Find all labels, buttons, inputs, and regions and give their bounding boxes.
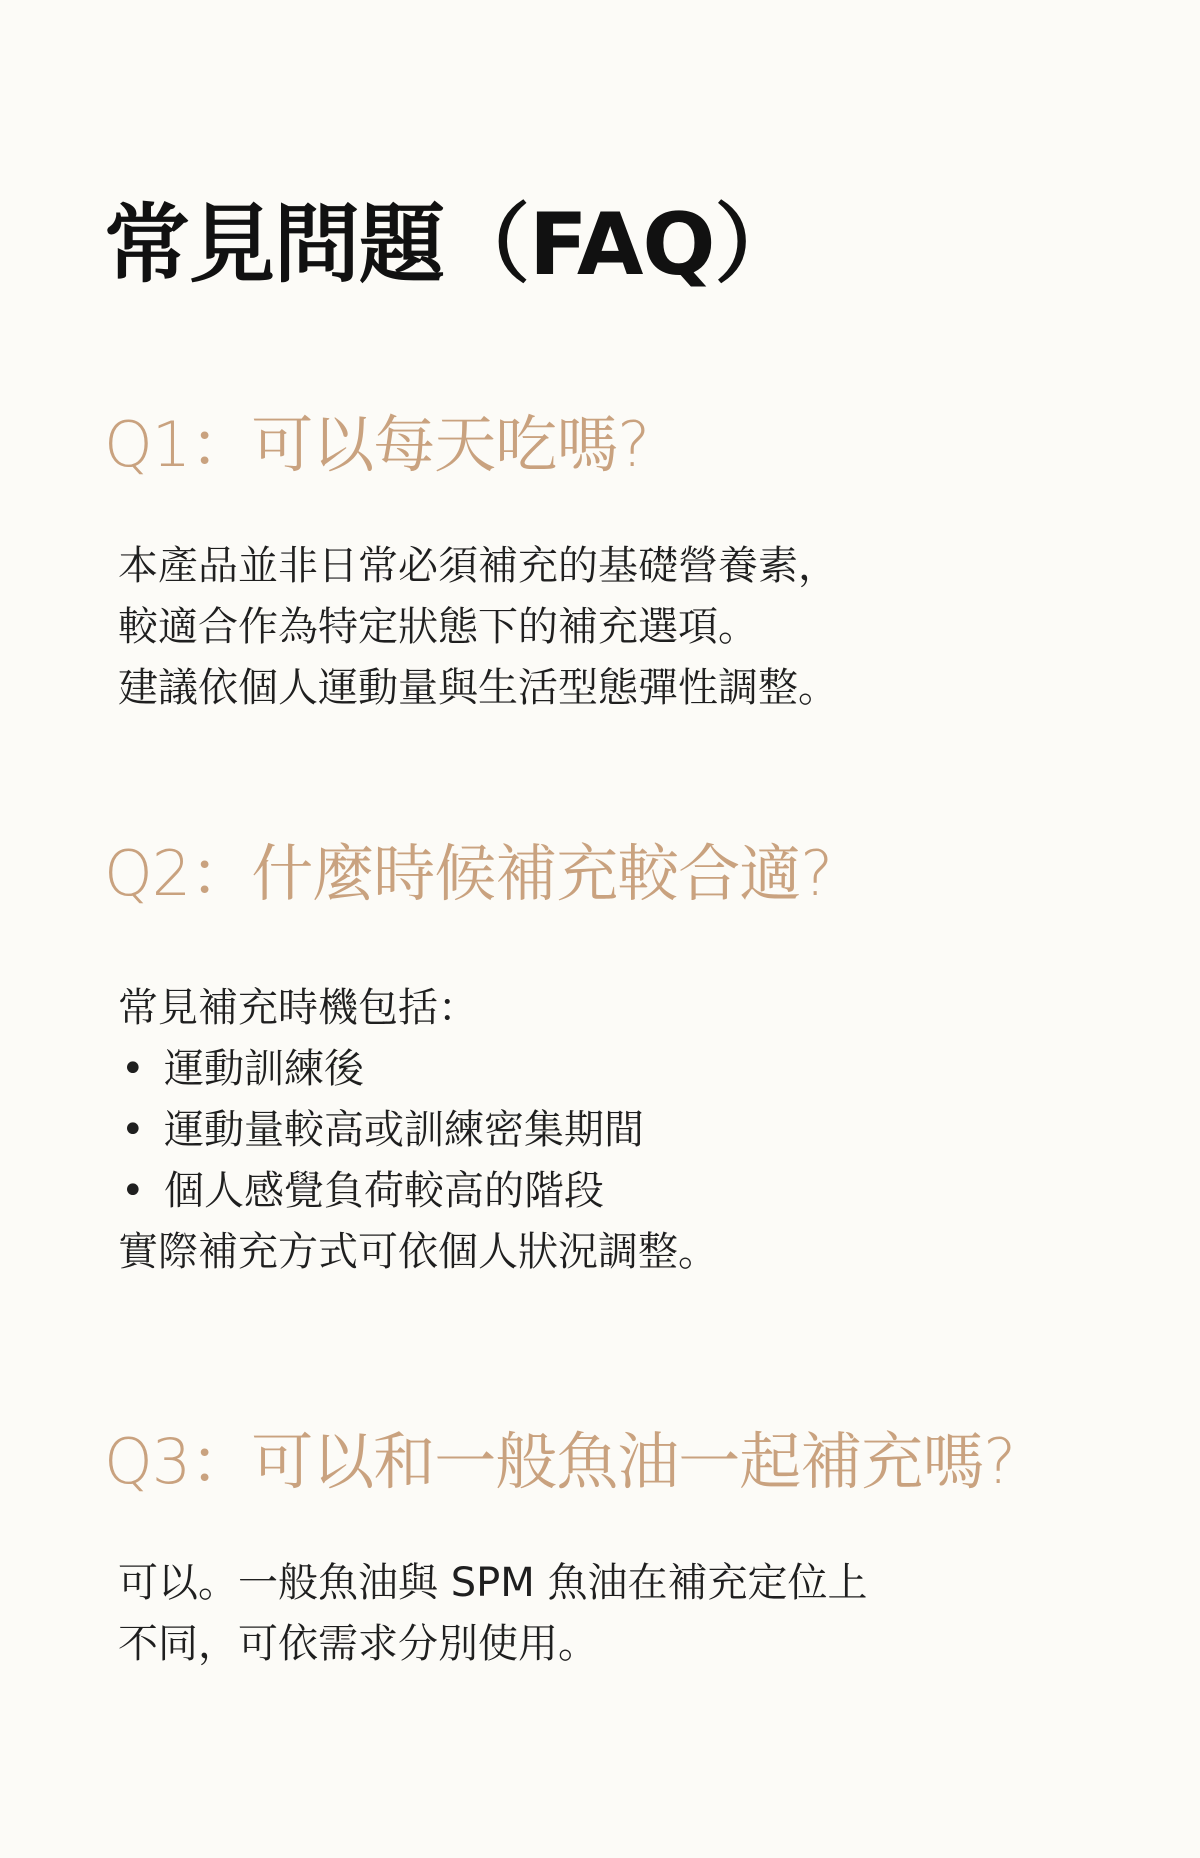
bullet-text: 個人感覺負荷較高的階段	[164, 1168, 604, 1214]
faq-question-q2: Q2：什麼時候補充較合適?	[104, 837, 833, 910]
bullet-item	[118, 1161, 718, 1222]
answer-line: 本產品並非日常必須補充的基礎營養素，	[118, 543, 838, 589]
bullet-item	[118, 1039, 718, 1100]
faq-answer-q2	[118, 978, 718, 1283]
bullet-icon: •	[121, 1107, 145, 1153]
answer-line: 不同，可依需求分別使用。	[118, 1621, 598, 1667]
bullet-icon: •	[121, 1046, 145, 1092]
faq-question-q3: Q3：可以和一般魚油一起補充嗎?	[104, 1425, 1016, 1498]
answer-line: 可以。一般魚油與 SPM 魚油在補充定位上	[118, 1560, 868, 1606]
faq-question-q1: Q1：可以每天吃嗎?	[104, 408, 650, 481]
faq-answer-q3	[118, 1553, 867, 1675]
bullet-icon: •	[121, 1168, 145, 1214]
answer-outro: 實際補充方式可依個人狀況調整。	[118, 1229, 718, 1275]
bullet-text: 運動量較高或訓練密集期間	[164, 1107, 644, 1153]
answer-intro: 常見補充時機包括：	[118, 985, 478, 1031]
answer-line: 建議依個人運動量與生活型態彈性調整。	[118, 665, 838, 711]
answer-line: 較適合作為特定狀態下的補充選項。	[118, 604, 758, 650]
bullet-item	[118, 1100, 718, 1161]
faq-answer-q1	[118, 536, 838, 719]
bullet-text: 運動訓練後	[164, 1046, 364, 1092]
page-title: 常見問題（FAQ）	[104, 195, 800, 295]
